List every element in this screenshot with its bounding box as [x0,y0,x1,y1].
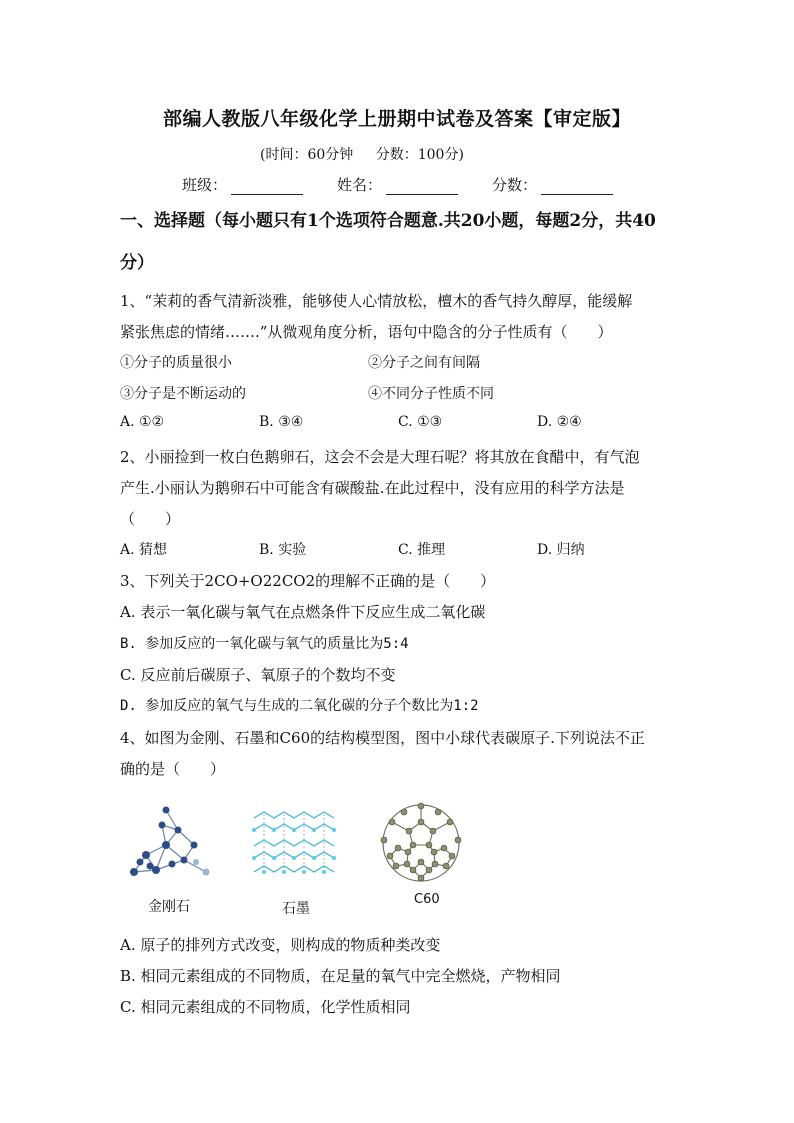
q1-option-d[interactable]: D. ②④ [537,414,582,430]
q4-option-c[interactable]: C. 相同元素组成的不同物质，化学性质相同 [120,998,411,1016]
page-title: 部编人教版八年级化学上册期中试卷及答案【审定版】 [162,108,631,130]
q1-statements-row1 [120,352,616,372]
q4-line-2: 确的是（ ） [120,760,226,778]
graphite-structure-image [250,806,336,878]
score-label: 分数：100分) [375,147,464,163]
q1-option-a[interactable]: A. ①② [120,414,165,430]
student-fields [182,174,613,195]
class-blank[interactable] [231,178,303,195]
score-blank[interactable] [541,178,613,195]
q4-option-b[interactable]: B. 相同元素组成的不同物质，在足量的氧气中完全燃烧，产物相同 [120,967,561,985]
q1-statement: ①分子的质量很小 [120,355,232,371]
q1-statement: ②分子之间有间隔 [368,355,480,371]
score-field[interactable]: 分数： [492,174,613,195]
q3-option-c[interactable]: C. 反应前后碳原子、氧原子的个数均不变 [120,666,396,684]
time-label: (时间：60分钟 [260,147,354,163]
graphite-caption: 石墨 [282,901,310,917]
q2-line-3: （ ） [120,510,181,528]
q1-line-1: 1、“茉莉的香气清新淡雅，能够使人心情放松，檀木的香气持久醇厚，能缓解 [120,292,633,310]
q3-stem: 3、下列关于2CO+O22CO2的理解不正确的是（ ） [120,572,496,590]
q3-option-a[interactable]: A. 表示一氧化碳与氧气在点燃条件下反应生成二氧化碳 [120,603,486,621]
q1-option-c[interactable]: C. ①③ [398,414,443,430]
q4-line-1: 4、如图为金刚、石墨和C60的结构模型图，图中小球代表碳原子.下列说法不正 [120,729,645,747]
q2-option-a[interactable]: A. 猜想 [120,542,168,558]
diamond-caption: 金刚石 [148,899,190,915]
q1-statements-row2 [120,383,616,403]
q2-option-b[interactable]: B. 实验 [259,542,307,558]
c60-caption: C60 [414,892,440,907]
q1-options [120,414,676,430]
class-field[interactable]: 班级： [182,174,303,195]
q2-option-c[interactable]: C. 推理 [398,542,446,558]
q2-options [120,539,676,559]
name-field[interactable]: 姓名： [337,174,458,195]
q1-line-2: 紧张焦虑的情绪…….”从微观角度分析，语句中隐含的分子性质有（ ） [120,323,613,341]
q3-option-d[interactable]: D. 参加反应的氧气与生成的二氧化碳的分子个数比为1:2 [120,698,479,714]
diamond-structure-image [126,800,216,880]
q2-option-d[interactable]: D. 归纳 [537,542,585,558]
q1-statement: ③分子是不断运动的 [120,386,246,402]
c60-structure-image [378,800,464,886]
q1-option-b[interactable]: B. ③④ [259,414,304,430]
q3-option-b[interactable]: B. 参加反应的一氧化碳与氧气的质量比为5:4 [120,636,409,652]
q2-line-2: 产生.小丽认为鹅卵石中可能含有碳酸盐.在此过程中，没有应用的科学方法是 [120,479,625,497]
q1-statement: ④不同分子性质不同 [368,386,494,402]
exam-meta [260,144,482,164]
q2-line-1: 2、小丽捡到一枚白色鹅卵石，这会不会是大理石呢？将其放在食醋中，有气泡 [120,448,640,466]
name-blank[interactable] [386,178,458,195]
section-heading: 一、选择题（每小题只有1个选项符合题意.共20小题，每题2分，共40分） [120,211,656,273]
q4-option-a[interactable]: A. 原子的排列方式改变，则构成的物质种类改变 [120,936,441,954]
